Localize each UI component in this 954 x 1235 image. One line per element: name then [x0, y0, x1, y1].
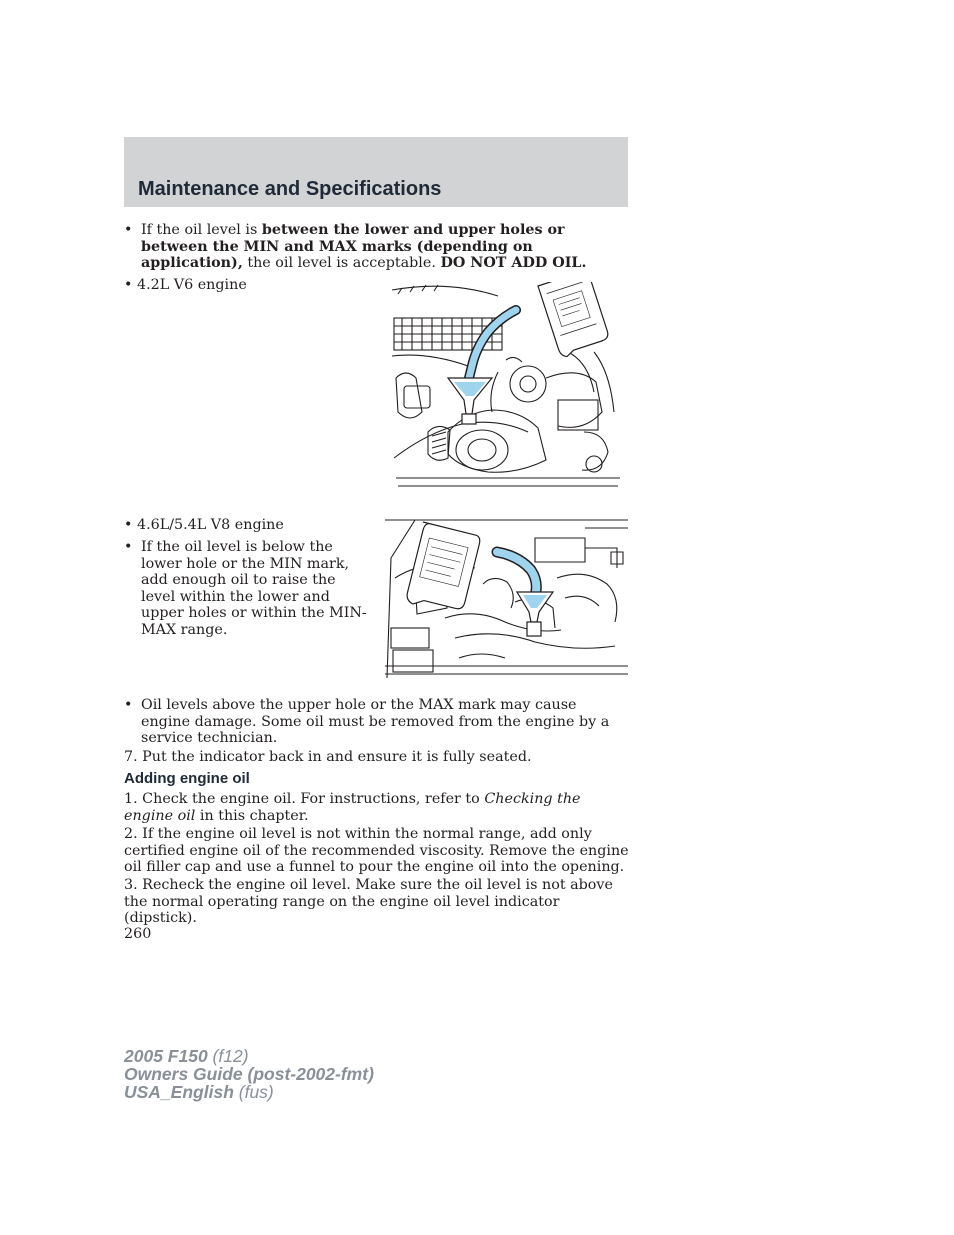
v8-engine-oil-fill-illustration	[385, 518, 628, 682]
bullet-dot: •	[124, 222, 133, 238]
bullet-text: 4.2L V6 engine	[136, 277, 247, 293]
bullet-v8-engine: • 4.6L/5.4L V8 engine	[124, 517, 284, 533]
adding-step-3: 3. Recheck the engine oil level. Make sure the oil level is not above the normal operating range on the engine oil level indicator (dipstick).	[124, 877, 613, 926]
bullet-text: If the oil level is between the lower and upper holes or between the MIN and MAX marks (depending on application), the oil level is acceptable. DO NOT ADD OIL.	[141, 222, 587, 271]
section-header-band	[124, 137, 628, 207]
page-number: 260	[124, 926, 152, 942]
bullet-v6-engine: • 4.2L V6 engine	[124, 277, 247, 293]
footer-line-guide: Owners Guide (post-2002-fmt)	[124, 1064, 374, 1084]
adding-step-1: 1. Check the engine oil. For instructions, refer to Checking the engine oil in this chapter.	[124, 791, 581, 824]
bullet-dot: •	[124, 539, 133, 555]
bullet-text: 4.6L/5.4L V8 engine	[136, 517, 284, 533]
footer-line-locale: USA_English (fus)	[124, 1082, 274, 1102]
section-title: Maintenance and Specifications	[138, 178, 442, 200]
footer-line-model: 2005 F150 (f12)	[124, 1046, 249, 1066]
v6-engine-oil-fill-illustration	[388, 282, 628, 494]
bullet-dot: •	[124, 697, 133, 713]
adding-engine-oil-heading: Adding engine oil	[124, 770, 250, 787]
bullet-text: If the oil level is below the lower hole or the MIN mark, add enough oil to raise the level within the lower and upper holes or within the MIN-MAX range.	[141, 539, 367, 638]
document-footer	[124, 1047, 374, 1101]
cross-reference: Checking the engine oil	[124, 791, 581, 824]
adding-step-2: 2. If the engine oil level is not within the normal range, add only certified engine oil of the recommended viscosity. Remove the engine oil filler cap and use a funnel to pour the engine oil into the opening.	[124, 826, 629, 875]
bullet-text: Oil levels above the upper hole or the MAX mark may cause engine damage. Some oil must be removed from the engine by a service technician.	[141, 697, 610, 746]
step-7: 7. Put the indicator back in and ensure it is fully seated.	[124, 749, 532, 765]
